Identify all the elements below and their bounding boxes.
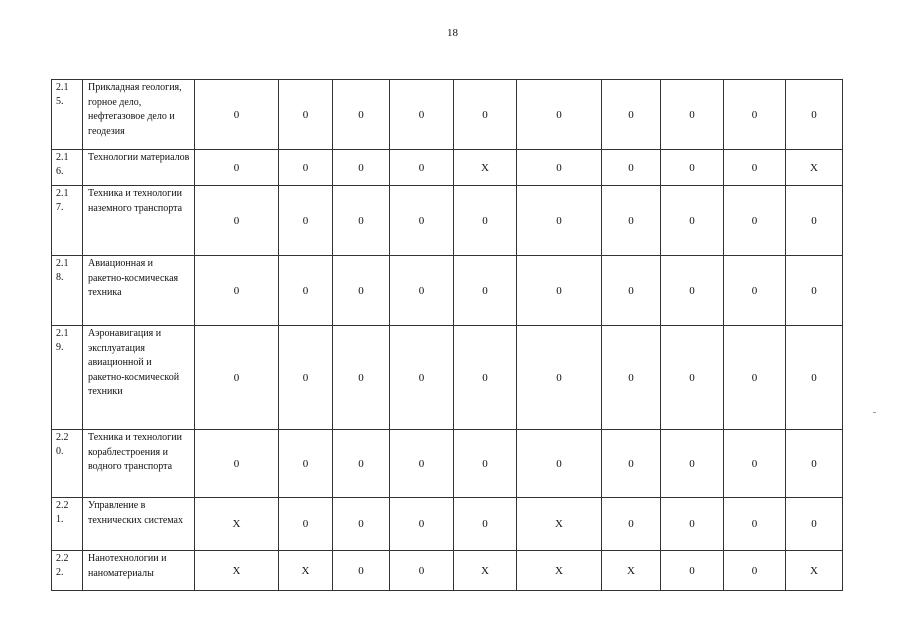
- value-cell: 0: [454, 80, 517, 150]
- value-cell: 0: [390, 80, 454, 150]
- value-cell: 0: [333, 551, 390, 591]
- value-cell: 0: [661, 186, 724, 256]
- value-cell: 0: [390, 326, 454, 430]
- value-cell: 0: [279, 256, 333, 326]
- row-code: 2.1 9.: [52, 326, 83, 430]
- value-cell: X: [786, 551, 843, 591]
- value-cell: 0: [661, 430, 724, 498]
- value-cell: 0: [279, 326, 333, 430]
- row-name: Техника и технологии наземного транспорта: [83, 186, 195, 256]
- page-number: 18: [447, 27, 458, 39]
- value-cell: X: [602, 551, 661, 591]
- table-row: [52, 498, 843, 551]
- value-cell: 0: [786, 430, 843, 498]
- value-cell: 0: [517, 430, 602, 498]
- value-cell: 0: [661, 150, 724, 186]
- value-cell: 0: [602, 80, 661, 150]
- row-name: Техника и технологии кораблестроения и водного транспорта: [83, 430, 195, 498]
- value-cell: 0: [602, 498, 661, 551]
- value-cell: 0: [517, 326, 602, 430]
- value-cell: 0: [390, 150, 454, 186]
- row-name: Авиационная и ракетно-космическая техника: [83, 256, 195, 326]
- value-cell: 0: [390, 498, 454, 551]
- value-cell: 0: [786, 256, 843, 326]
- value-cell: 0: [390, 430, 454, 498]
- data-table: [51, 79, 843, 591]
- value-cell: 0: [195, 150, 279, 186]
- value-cell: 0: [279, 430, 333, 498]
- value-cell: 0: [333, 186, 390, 256]
- value-cell: 0: [602, 256, 661, 326]
- value-cell: 0: [786, 326, 843, 430]
- row-name: Технологии материалов: [83, 150, 195, 186]
- value-cell: 0: [724, 186, 786, 256]
- table-row: [52, 256, 843, 326]
- value-cell: 0: [602, 430, 661, 498]
- value-cell: 0: [195, 186, 279, 256]
- value-cell: 0: [454, 498, 517, 551]
- row-code: 2.2 1.: [52, 498, 83, 551]
- value-cell: 0: [661, 326, 724, 430]
- value-cell: 0: [279, 186, 333, 256]
- row-code: 2.1 6.: [52, 150, 83, 186]
- value-cell: 0: [661, 80, 724, 150]
- value-cell: 0: [724, 80, 786, 150]
- value-cell: 0: [195, 80, 279, 150]
- value-cell: 0: [333, 498, 390, 551]
- value-cell: 0: [786, 498, 843, 551]
- value-cell: X: [786, 150, 843, 186]
- row-name: Аэронавигация и эксплуатация авиационной и ракетно-космической техники: [83, 326, 195, 430]
- value-cell: 0: [517, 256, 602, 326]
- value-cell: 0: [786, 186, 843, 256]
- row-name: Управление в технических системах: [83, 498, 195, 551]
- value-cell: X: [517, 551, 602, 591]
- value-cell: 0: [724, 256, 786, 326]
- table-row: [52, 430, 843, 498]
- table-row: [52, 150, 843, 186]
- value-cell: 0: [454, 186, 517, 256]
- value-cell: X: [454, 150, 517, 186]
- value-cell: 0: [724, 551, 786, 591]
- value-cell: 0: [333, 150, 390, 186]
- row-code: 2.1 5.: [52, 80, 83, 150]
- value-cell: 0: [786, 80, 843, 150]
- value-cell: 0: [724, 150, 786, 186]
- table-row: [52, 326, 843, 430]
- row-code: 2.1 8.: [52, 256, 83, 326]
- value-cell: X: [195, 498, 279, 551]
- value-cell: 0: [390, 256, 454, 326]
- value-cell: 0: [279, 150, 333, 186]
- value-cell: 0: [517, 80, 602, 150]
- value-cell: 0: [517, 186, 602, 256]
- row-name: Нанотехнологии и наноматериалы: [83, 551, 195, 591]
- value-cell: 0: [661, 551, 724, 591]
- value-cell: 0: [454, 326, 517, 430]
- row-code: 2.2 0.: [52, 430, 83, 498]
- value-cell: 0: [454, 430, 517, 498]
- value-cell: X: [517, 498, 602, 551]
- value-cell: 0: [333, 326, 390, 430]
- table-row: [52, 80, 843, 150]
- value-cell: 0: [602, 326, 661, 430]
- value-cell: 0: [333, 430, 390, 498]
- value-cell: X: [195, 551, 279, 591]
- table-row: [52, 551, 843, 591]
- value-cell: 0: [724, 430, 786, 498]
- table-body: [52, 80, 843, 591]
- value-cell: X: [454, 551, 517, 591]
- row-code: 2.1 7.: [52, 186, 83, 256]
- value-cell: 0: [390, 186, 454, 256]
- value-cell: X: [279, 551, 333, 591]
- value-cell: 0: [661, 256, 724, 326]
- value-cell: 0: [195, 256, 279, 326]
- value-cell: 0: [195, 326, 279, 430]
- row-name: Прикладная геология, горное дело, нефтегазовое дело и геодезия: [83, 80, 195, 150]
- table-row: [52, 186, 843, 256]
- row-code: 2.2 2.: [52, 551, 83, 591]
- value-cell: 0: [724, 326, 786, 430]
- value-cell: 0: [279, 80, 333, 150]
- value-cell: 0: [454, 256, 517, 326]
- value-cell: 0: [333, 256, 390, 326]
- value-cell: 0: [602, 186, 661, 256]
- scan-mark: [873, 412, 876, 413]
- value-cell: 0: [279, 498, 333, 551]
- value-cell: 0: [602, 150, 661, 186]
- value-cell: 0: [333, 80, 390, 150]
- value-cell: 0: [724, 498, 786, 551]
- value-cell: 0: [661, 498, 724, 551]
- value-cell: 0: [390, 551, 454, 591]
- value-cell: 0: [195, 430, 279, 498]
- value-cell: 0: [517, 150, 602, 186]
